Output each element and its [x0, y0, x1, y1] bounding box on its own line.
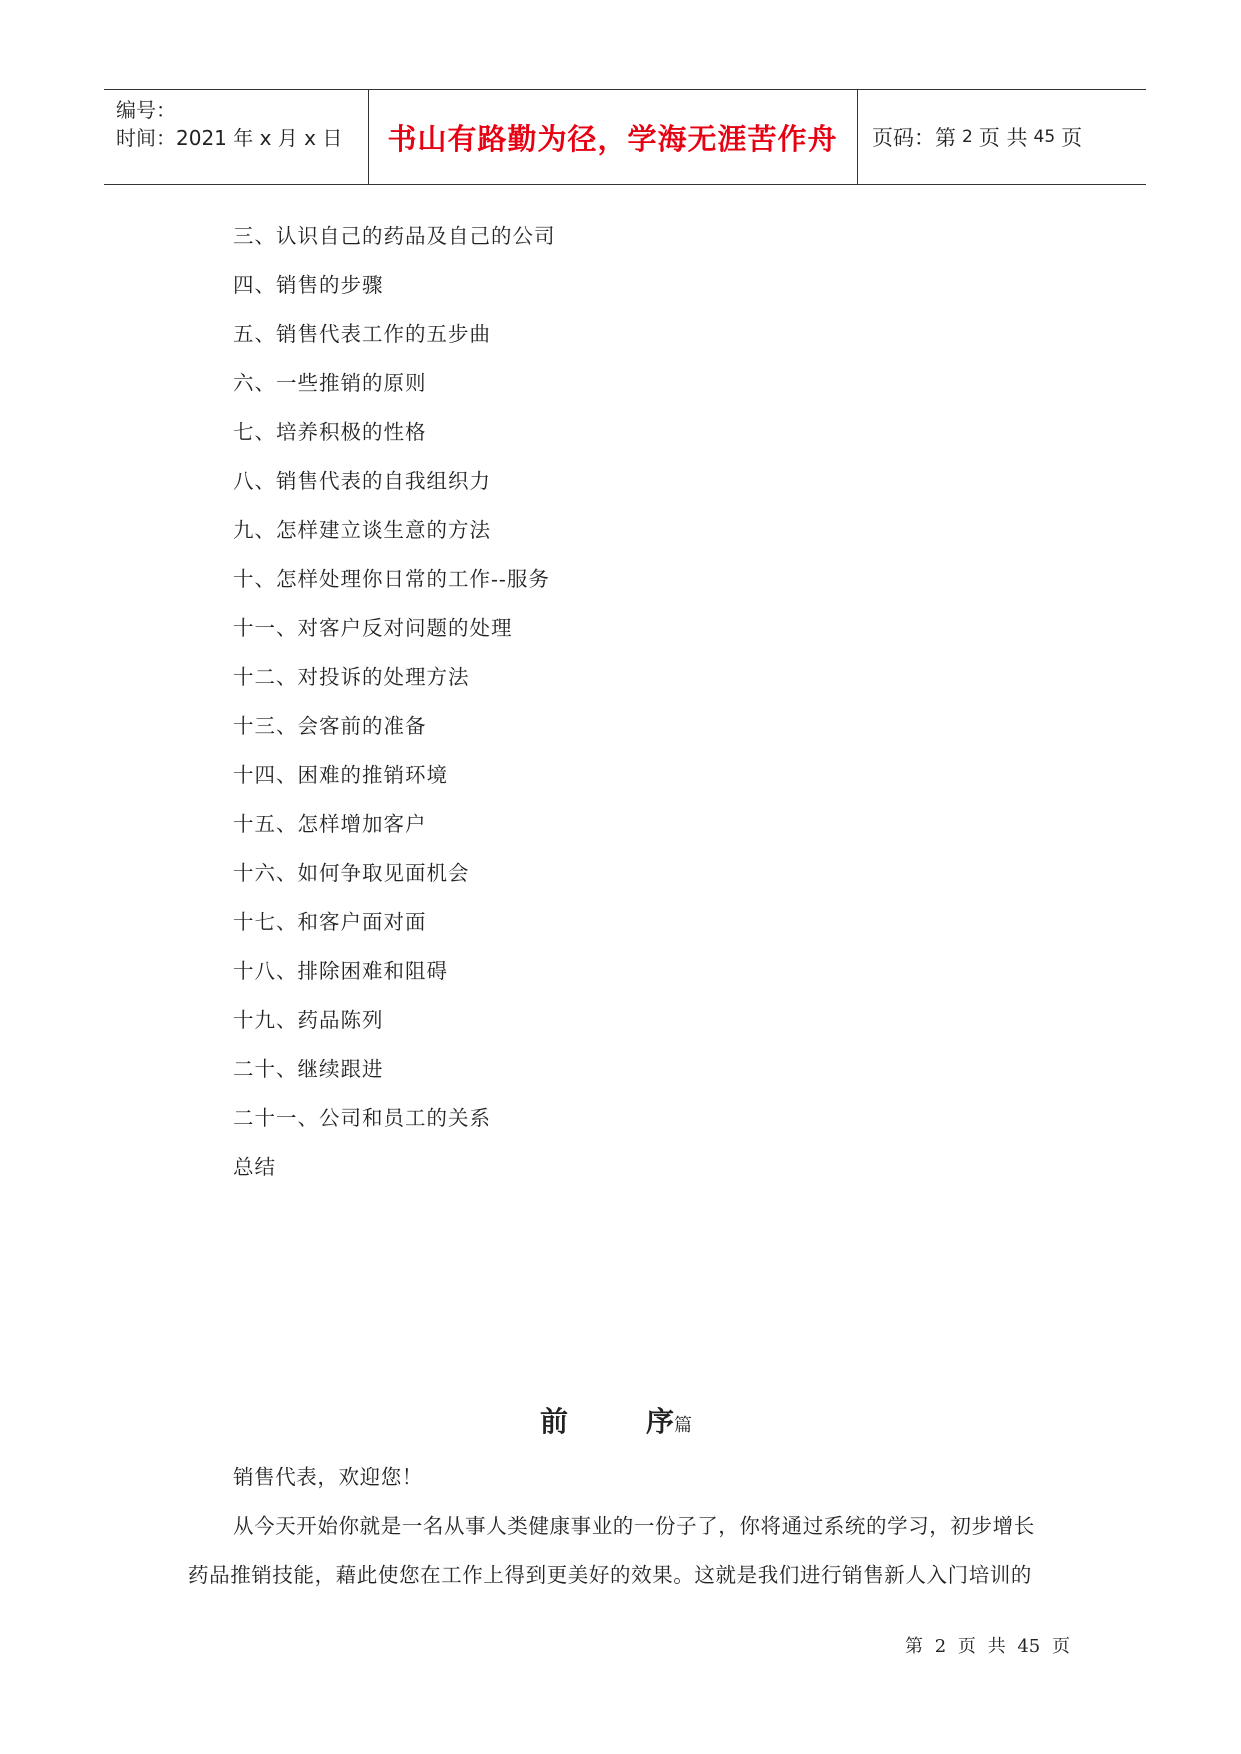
toc-item: 十八、排除困难和阻碍	[233, 959, 448, 983]
header-motto: 书山有路勤为径，学海无涯苦作舟	[368, 90, 858, 184]
page-current: 2	[962, 127, 973, 147]
toc-item: 十二、对投诉的处理方法	[233, 665, 470, 689]
preface-paragraph-line: 药品推销技能，藉此使您在工作上得到更美好的效果。这就是我们进行销售新人入门培训的	[188, 1563, 1032, 1587]
time-label: 时间：2021 年 x 月 x 日	[116, 126, 343, 150]
number-label: 编号：	[116, 98, 176, 122]
toc-item: 十七、和客户面对面	[233, 910, 427, 934]
toc-item: 总结	[233, 1155, 276, 1179]
page-suffix: 页	[1061, 126, 1083, 150]
toc-item: 三、认识自己的药品及自己的公司	[233, 224, 556, 248]
header-page-info	[858, 90, 1146, 184]
page-footer: 第 2 页 共 45 页	[905, 1636, 1070, 1657]
toc-item: 十五、怎样增加客户	[233, 812, 427, 836]
preface-title-second: 序	[646, 1405, 675, 1438]
table-of-contents	[233, 218, 556, 1198]
preface-title-suffix: 篇	[674, 1415, 693, 1436]
toc-item: 十六、如何争取见面机会	[233, 861, 470, 885]
toc-item: 十四、困难的推销环境	[233, 763, 448, 787]
page-mid: 页 共	[978, 126, 1028, 150]
preface-paragraph-line: 从今天开始你就是一名从事人类健康事业的一份子了，你将通过系统的学习，初步增长	[233, 1514, 1035, 1538]
toc-item: 十九、药品陈列	[233, 1008, 384, 1032]
toc-item: 四、销售的步骤	[233, 273, 384, 297]
toc-item: 十三、会客前的准备	[233, 714, 427, 738]
page-total: 45	[1033, 127, 1056, 147]
toc-item: 二十一、公司和员工的关系	[233, 1106, 491, 1130]
toc-item: 八、销售代表的自我组织力	[233, 469, 491, 493]
page-prefix: 页码：第	[872, 126, 956, 150]
toc-item: 九、怎样建立谈生意的方法	[233, 518, 491, 542]
toc-item: 七、培养积极的性格	[233, 420, 427, 444]
preface-greeting: 销售代表，欢迎您！	[233, 1465, 423, 1489]
toc-item: 五、销售代表工作的五步曲	[233, 322, 491, 346]
preface-title-first: 前	[540, 1405, 569, 1438]
toc-item: 十一、对客户反对问题的处理	[233, 616, 513, 640]
toc-item: 二十、继续跟进	[233, 1057, 384, 1081]
page-header	[104, 89, 1146, 185]
toc-item: 六、一些推销的原则	[233, 371, 427, 395]
toc-item: 十、怎样处理你日常的工作--服务	[233, 567, 550, 591]
header-meta	[104, 90, 369, 184]
preface-title	[540, 1400, 692, 1440]
